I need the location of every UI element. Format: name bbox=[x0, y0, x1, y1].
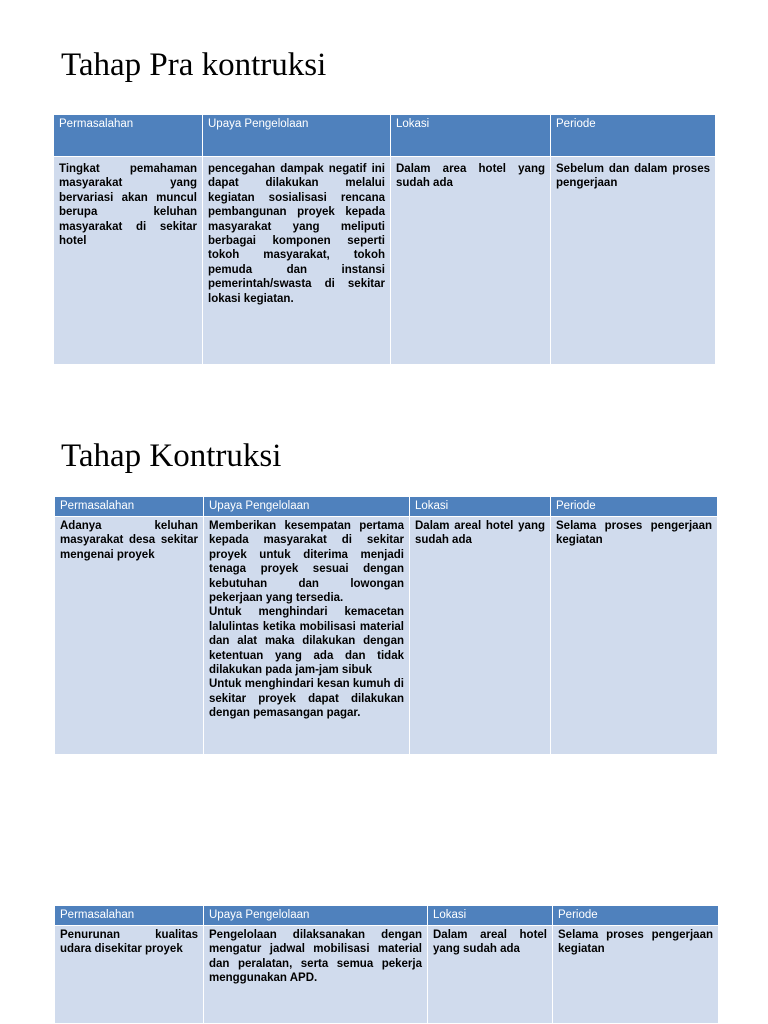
cell-periode: Selama proses pengerjaan kegiatan bbox=[553, 926, 719, 1024]
cell-permasalahan: Tingkat pemahaman masyarakat yang bervariasi akan muncul berupa keluhan masyarakat di sekitar hotel bbox=[54, 157, 203, 365]
table-pra-konstruksi bbox=[53, 114, 716, 365]
header-periode: Periode bbox=[551, 497, 718, 517]
upaya-paragraph: pencegahan dampak negatif ini dapat dilakukan melalui kegiatan sosialisasi rencana pembangunan proyek kepada masyarakat yang meliputi berbagai komponen seperti tokoh masyarakat, tokoh pemuda dan instansi pemerintah/swasta di sekitar lokasi kegiatan. bbox=[208, 163, 385, 305]
section-title-pra-konstruksi: Tahap Pra kontruksi bbox=[61, 47, 327, 83]
cell-permasalahan: Adanya keluhan masyarakat desa sekitar mengenai proyek bbox=[55, 517, 204, 755]
section-title-konstruksi: Tahap Kontruksi bbox=[61, 438, 282, 474]
header-periode: Periode bbox=[551, 115, 716, 157]
cell-upaya-pengelolaan bbox=[203, 157, 391, 365]
table-row bbox=[55, 926, 719, 1024]
header-upaya-pengelolaan: Upaya Pengelolaan bbox=[204, 906, 428, 926]
header-permasalahan: Permasalahan bbox=[55, 497, 204, 517]
header-upaya-pengelolaan: Upaya Pengelolaan bbox=[204, 497, 410, 517]
header-upaya-pengelolaan: Upaya Pengelolaan bbox=[203, 115, 391, 157]
table-header-row bbox=[55, 906, 719, 926]
upaya-paragraph: Pengelolaan dilaksanakan dengan mengatur jadwal mobilisasi material dan peralatan, serta semua pekerja menggunakan APD. bbox=[209, 929, 422, 985]
header-permasalahan: Permasalahan bbox=[55, 906, 204, 926]
cell-lokasi: Dalam areal hotel yang sudah ada bbox=[428, 926, 553, 1024]
cell-periode: Sebelum dan dalam proses pengerjaan bbox=[551, 157, 716, 365]
table-row bbox=[55, 517, 718, 755]
header-lokasi: Lokasi bbox=[428, 906, 553, 926]
table-konstruksi bbox=[54, 496, 718, 755]
cell-permasalahan: Penurunan kualitas udara disekitar proyek bbox=[55, 926, 204, 1024]
cell-lokasi: Dalam area hotel yang sudah ada bbox=[391, 157, 551, 365]
table-header-row bbox=[55, 497, 718, 517]
header-periode: Periode bbox=[553, 906, 719, 926]
upaya-paragraph: Untuk menghindari kesan kumuh di sekitar proyek dapat dilakukan dengan pemasangan pagar. bbox=[209, 678, 404, 720]
cell-upaya-pengelolaan bbox=[204, 926, 428, 1024]
table-row bbox=[54, 157, 716, 365]
header-lokasi: Lokasi bbox=[410, 497, 551, 517]
table-header-row bbox=[54, 115, 716, 157]
cell-periode: Selama proses pengerjaan kegiatan bbox=[551, 517, 718, 755]
header-permasalahan: Permasalahan bbox=[54, 115, 203, 157]
table-konstruksi-lanjutan bbox=[54, 905, 719, 1024]
header-lokasi: Lokasi bbox=[391, 115, 551, 157]
cell-lokasi: Dalam areal hotel yang sudah ada bbox=[410, 517, 551, 755]
cell-upaya-pengelolaan bbox=[204, 517, 410, 755]
upaya-paragraph: Untuk menghindari kemacetan lalulintas ketika mobilisasi material dan alat maka dilakukan dengan ketentuan yang ada dan tidak dilakukan pada jam-jam sibuk bbox=[209, 606, 404, 677]
upaya-paragraph: Memberikan kesempatan pertama kepada masyarakat di sekitar proyek untuk diterima menjadi tenaga proyek sesuai dengan kebutuhan dan lowongan pekerjaan yang tersedia. bbox=[209, 520, 404, 605]
